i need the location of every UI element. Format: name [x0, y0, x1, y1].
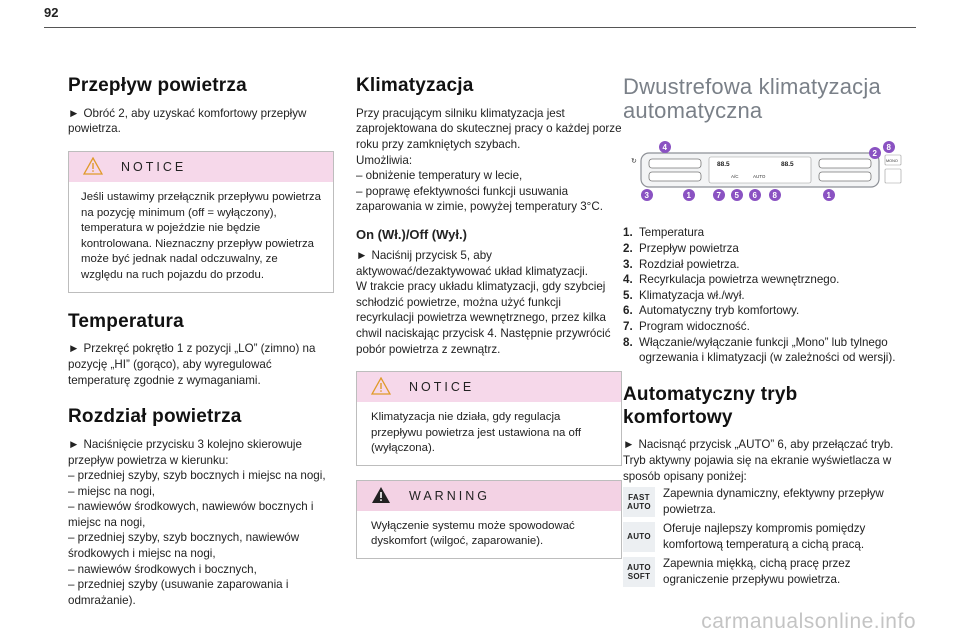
panel-legend [623, 225, 905, 365]
notice-body: Klimatyzacja nie działa, gdy regulacja przepływu powietrza jest ustawiona na off (wyłączona). [371, 411, 581, 455]
temperature-text: ► Przekręć pokrętło 1 z pozycji „LO” (zimno) na pozycję „HI” (gorąco), aby wyregulować temperaturę zgodnie z wymaganiami. [68, 342, 316, 387]
notice-title: NOTICE [409, 380, 475, 395]
distribution-item: – przedniej szyby, szyb bocznych, nawiewów środkowych i miejsc na nogi, [68, 531, 300, 561]
ac-item: – poprawę efektywności funkcji usuwania zaparowania w zimie, powyżej temperatury 3°C. [356, 184, 603, 214]
arrow-icon: ► [68, 342, 80, 356]
heading-ac: Klimatyzacja [356, 75, 474, 96]
airflow-text: ► Obróć 2, aby uzyskać komfortowy przepływ powietrza. [68, 106, 307, 136]
distribution-intro: ► Naciśnięcie przycisku 3 kolejno skierowuje przepływ powietrza w kierunku: [68, 437, 302, 467]
svg-text:8: 8 [772, 191, 777, 201]
warning-body: Wyłączenie systemu może spowodować dyskomfort (wilgoć, zaparowanie). [371, 519, 575, 548]
distribution-item: – nawiewów środkowych, nawiewów bocznych i miejsc na nogi, [68, 500, 314, 529]
svg-text:3: 3 [644, 191, 649, 201]
arrow-icon: ► [68, 437, 80, 451]
warning-triangle-icon [371, 486, 391, 504]
legend-item: 7. Program widoczność. [623, 319, 750, 333]
notice-header [357, 372, 621, 402]
callout-6 [749, 189, 761, 201]
panel-ac-label: A/C [731, 174, 739, 180]
notice-title: NOTICE [121, 159, 187, 174]
page-number: 92 [44, 5, 59, 20]
svg-text:1: 1 [686, 191, 691, 201]
top-rule [44, 27, 916, 28]
caution-triangle-icon [371, 377, 391, 395]
legend-item: 6. Automatyczny tryb komfortowy. [623, 304, 800, 318]
arrow-icon: ► [68, 106, 80, 120]
svg-text:8: 8 [886, 143, 891, 153]
heading-auto-comfort: Automatyczny tryb komfortowy [623, 383, 798, 428]
watermark: carmanualsonline.info [701, 610, 916, 633]
legend-item: 5. Klimatyzacja wł./wył. [623, 288, 745, 302]
callout-2 [869, 147, 881, 159]
notice-box-ac [356, 371, 622, 466]
heading-airflow: Przepływ powietrza [68, 75, 247, 96]
legend-item: 1. Temperatura [623, 226, 705, 240]
column-1 [68, 55, 334, 608]
callout-1-right [823, 189, 835, 201]
warning-header [357, 481, 621, 511]
legend-item: 4. Recyrkulacja powietrza wewnętrznego. [623, 273, 840, 287]
recirculation-icon: ↻ [631, 157, 637, 166]
callout-1-left [683, 189, 695, 201]
column-2 [356, 55, 622, 569]
svg-text:6: 6 [752, 191, 757, 201]
auto-soft-icon: AUTO SOFT [623, 557, 655, 587]
mode-auto: AUTO Oferuje najlepszy kompromis pomiędzy komfortową temperaturą a cichą pracą. [623, 521, 905, 552]
svg-text:2: 2 [872, 149, 877, 159]
callout-4 [659, 141, 671, 153]
legend-item: 8. Włączanie/wyłączanie funkcji „Mono” lub tylnego ogrzewania i klimatyzacji (w zależności od wersji). [623, 335, 896, 365]
mode-auto-soft: AUTO SOFT Zapewnia miękką, cichą pracę przez ograniczenie przepływu powietrza. [623, 556, 905, 587]
notice-box-airflow [68, 151, 334, 293]
ac-intro: Przy pracującym silniku klimatyzacja jest zaprojektowana do skutecznej pracy o każdej porze roku przy zamkniętych szybach. [356, 106, 622, 151]
svg-text:4: 4 [662, 143, 667, 153]
svg-text:7: 7 [716, 191, 721, 201]
auto-icon: AUTO [623, 522, 655, 552]
callout-8-right [883, 141, 895, 153]
heading-temperature: Temperatura [68, 310, 184, 332]
legend-item: 3. Rozdział powietrza. [623, 257, 740, 271]
caution-triangle-icon [83, 157, 103, 175]
panel-display-right: 88.5 [781, 161, 794, 169]
distribution-item: – nawiewów środkowych i bocznych, [68, 562, 257, 576]
distribution-item: – przedniej szyby, szyb bocznych i miejsc na nogi, [68, 469, 326, 483]
distribution-item: – miejsc na nogi, [68, 484, 155, 498]
mode-fast-auto: FAST AUTO Zapewnia dynamiczny, efektywny przepływ powietrza. [623, 486, 905, 517]
onoff-text: ► Naciśnij przycisk 5, aby aktywować/dezaktywować układ klimatyzacji. [356, 248, 588, 278]
climate-control-panel-illustration [623, 139, 905, 203]
ac-item: – obniżenie temperatury w lecie, [356, 169, 523, 183]
panel-display-left: 88.5 [717, 161, 730, 169]
svg-text:5: 5 [734, 191, 739, 201]
panel-auto-label: AUTO [753, 174, 766, 180]
auto-text-2: Tryb aktywny pojawia się na ekranie wyświetlacza w sposób opisany poniżej: [623, 453, 892, 483]
notice-body: Jeśli ustawimy przełącznik przepływu powietrza na pozycję minimum (off = wyłączony), temperatura w pojeździe nie będzie kontrolowana. Nieznaczny przepływ powietrza może być jednak nadal odczuwalny, ze względu na ruch pojazdu do przodu. [81, 190, 321, 281]
panel-svg [623, 139, 905, 203]
column-3 [623, 55, 905, 592]
callout-7 [713, 189, 725, 201]
legend-item: 2. Przepływ powietrza [623, 241, 739, 255]
heading-distribution: Rozdział powietrza [68, 406, 242, 428]
callout-3 [641, 189, 653, 201]
onoff-text-2: W trakcie pracy układu klimatyzacji, gdy szybciej schłodzić powietrze, można użyć funkcji recyrkulacji powietrza wewnętrznego, przez kilka chwil naciskając przycisk 4. Następnie przywrócić pobór powietrza z zewnątrz. [356, 280, 611, 356]
warning-title: WARNING [409, 488, 490, 503]
warning-box [356, 480, 622, 559]
fast-auto-icon: FAST AUTO [623, 487, 655, 517]
callout-8-bottom [769, 189, 781, 201]
callout-5 [731, 189, 743, 201]
heading-onoff: On (Wł.)/Off (Wył.) [356, 226, 467, 242]
auto-text: ► Nacisnąć przycisk „AUTO” 6, aby przełączać tryb. [623, 438, 894, 452]
notice-header [69, 152, 333, 182]
arrow-icon: ► [356, 248, 368, 262]
distribution-item: – przedniej szyby (usuwanie zaparowania i odmrażanie). [68, 578, 289, 607]
ac-allows: Umożliwia: [356, 153, 413, 167]
arrow-icon: ► [623, 438, 635, 452]
panel-mono-label: MONO [886, 159, 898, 164]
svg-text:1: 1 [826, 191, 831, 201]
heading-dual-zone: Dwustrefowa klimatyzacja automatyczna [623, 74, 881, 124]
auto-modes [623, 486, 905, 588]
